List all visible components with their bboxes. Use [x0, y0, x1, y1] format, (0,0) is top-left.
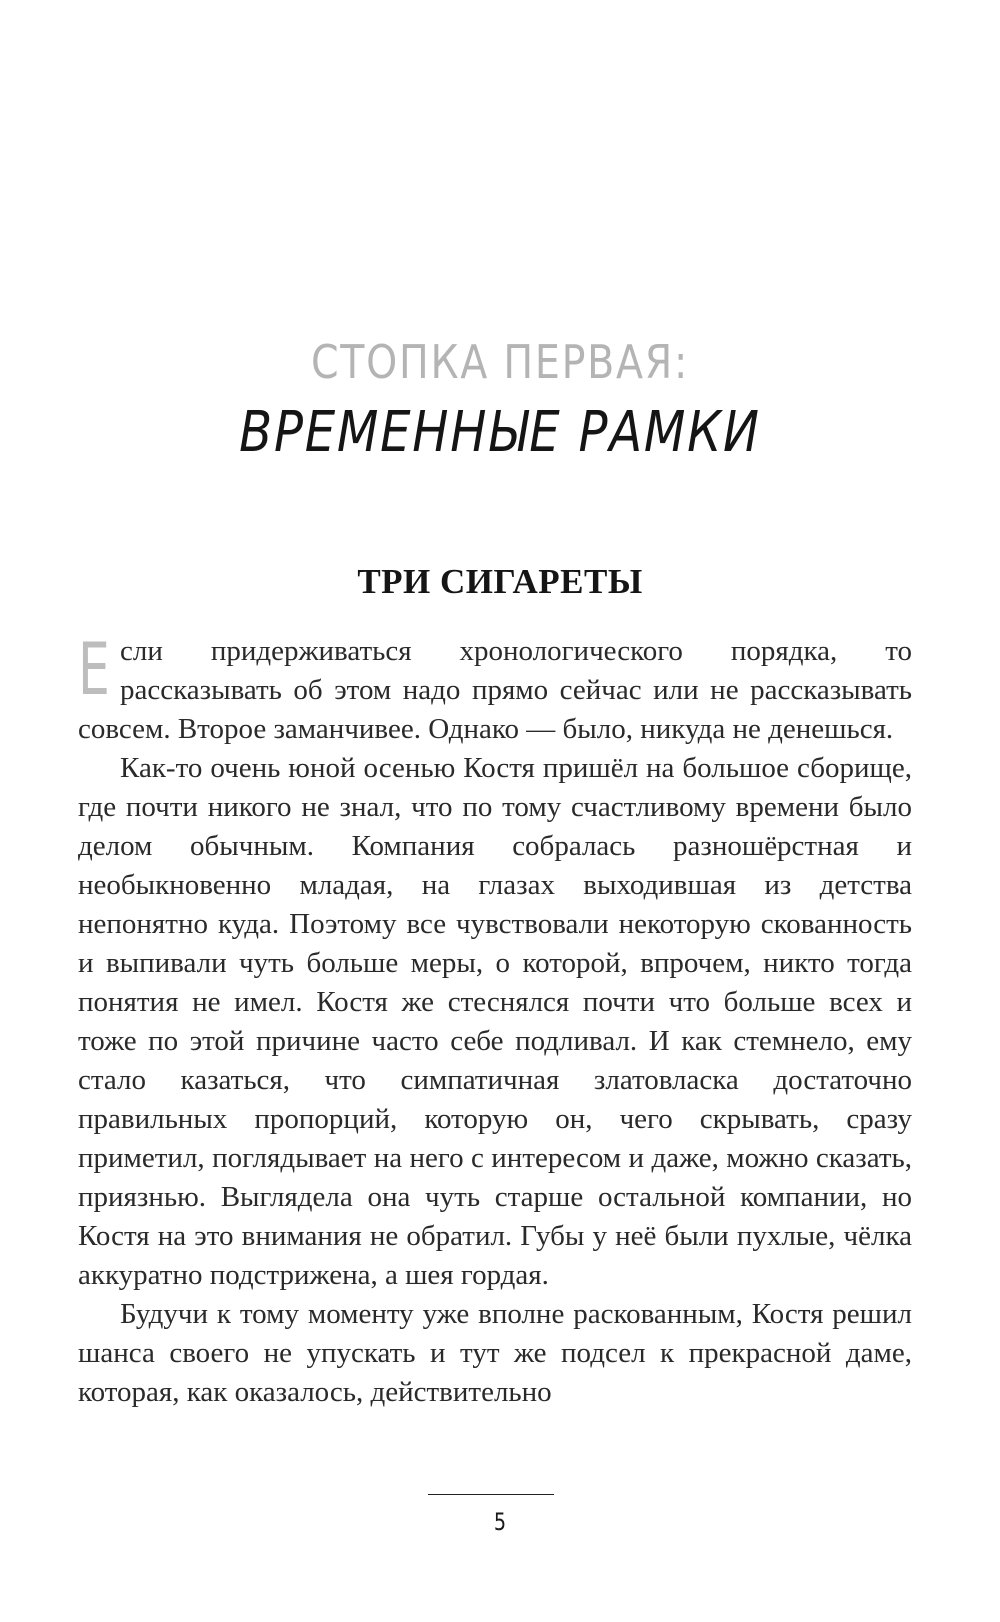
paragraph-1 [78, 627, 912, 749]
paragraph-1-text: сли придерживаться хронологического порядка, то рассказывать об этом надо прямо сейчас или не рассказывать совсем. Второе заманчивее. Однако — было, никуда не денешься. [78, 635, 912, 745]
page-number: 5 [493, 1508, 507, 1536]
part-title-line2: ВРЕМЕННЫЕ РАМКИ [239, 400, 761, 465]
body-text [78, 627, 912, 1412]
paragraph-3: Будучи к тому моменту уже вполне раскованным, Костя решил шанса своего не упускать и тут же подсел к прекрасной даме, которая, как оказалось, действительно [78, 1298, 912, 1408]
chapter-title: ТРИ СИГАРЕТЫ [357, 562, 643, 601]
footer-rule [428, 1494, 554, 1495]
paragraph-2: Как-то очень юной осенью Костя пришёл на большое сборище, где почти никого не знал, что по тому счастливому времени было делом обычным. Компания собралась разношёрстная и необыкновенно младая, на глазах выходившая из детства непонятно куда. Поэтому все чувствовали некоторую скованность и выпивали чуть больше меры, о которой, впрочем, никто тогда понятия не имел. Костя же стеснялся почти что больше всех и тоже по этой причине часто себе подливал. И как стемнело, ему стало казаться, что симпатичная златовласка достаточно правильных пропорций, которую он, чего скрывать, сразу приметил, поглядывает на него с интересом и даже, можно сказать, приязнью. Выглядела она чуть старше остальной компании, но Костя на это внимания не обратил. Губы у неё были пухлые, чёлка аккуратно подстрижена, а шея гордая. [78, 752, 912, 1291]
part-title-line1: СТОПКА ПЕРВАЯ: [310, 335, 690, 389]
drop-cap: Е [78, 627, 110, 711]
